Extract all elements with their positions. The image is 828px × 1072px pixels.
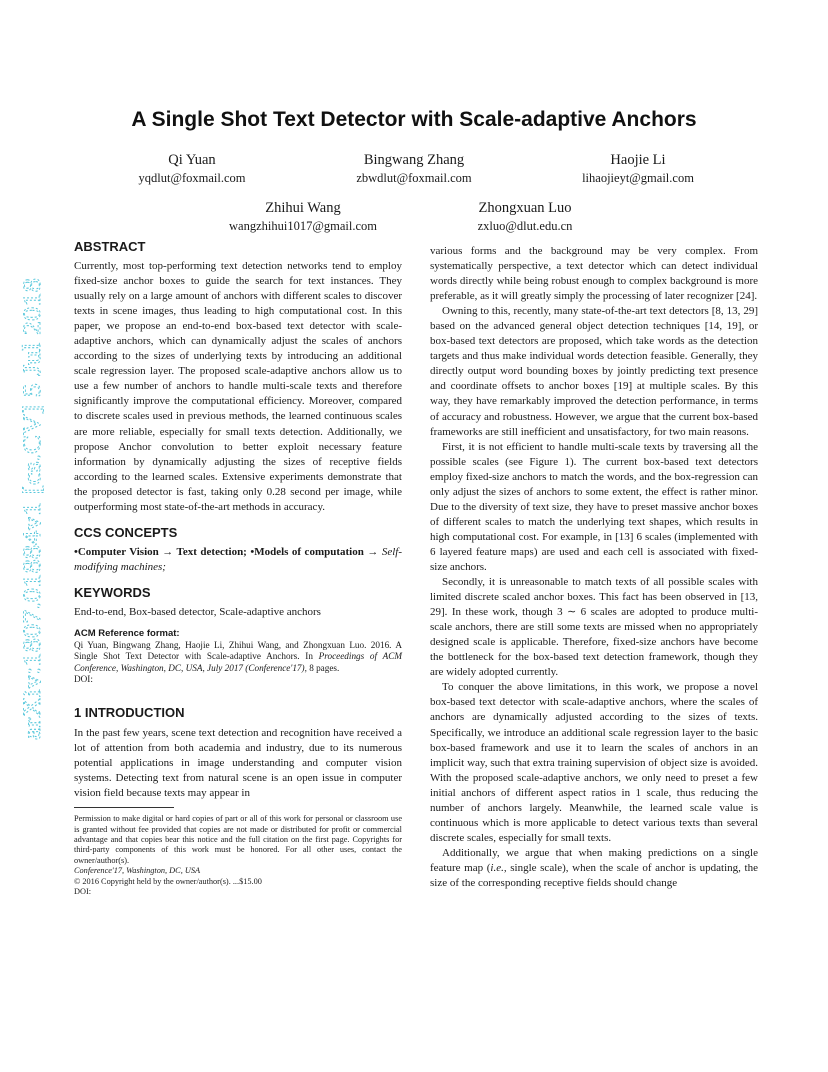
keywords-heading: KEYWORDS [74, 584, 151, 600]
author-email: zbwdlut@foxmail.com [356, 171, 472, 185]
introduction-heading: 1 INTRODUCTION [74, 704, 185, 720]
abstract-text: Currently, most top-performing text detection networks tend to employ fixed-size anchor boxes to guide the search for text instances. They usually rely on a large amount of anchors with different scales to discover texts in scene images, thus leading to high computational cost. In this paper, we propose an end-to-end box-based text detector with scale-adaptive anchors, which can dynamically adjust the scales of anchors according to the sizes of underlying texts by introducing an additional scale regression layer. The proposed scale-adaptive anchors allow us to use a few number of anchors to handle multi-scale texts and therefore significantly improve the computational efficiency. Moreover, compared to discrete scales used in previous methods, the learned continuous scales are more reliable, especially for small texts detection. Additionally, we propose Anchor convolution to better exploit necessary feature information by dynamically adjusting the sizes of receptive fields according to the learned scales. Extensive experiments demonstrate that the proposed detector is fast, taking only 0.28 second per image, while outperforming most state-of-the-art methods in accuracy. [74, 260, 402, 513]
body-paragraph: To conquer the above limitations, in this work, we propose a novel box-based text detector with scale-adaptive anchors, where the scales of anchors are dynamically adjusted according to the sizes of texts. Specifically, we introduce an additional scale regression layer to the basic box-based framework and use it to learn the scales of anchors in an implicit way, such that extra training supervision of object size is avoided. With the proposed scale-adaptive anchors, we only need to preset a few initial anchors of different aspect ratios in 1 scale, thus reducing the number of anchors largely. Meanwhile, the learned scale value is continuous which is more applicable to detect various texts than several discrete scales, especially for small texts. [430, 681, 758, 844]
body-paragraph: Owning to this, recently, many state-of-the-art text detectors [8, 13, 29] based on the advanced general object detection techniques [14, 19], or box-based text detectors are proposed, which take words as the detection targets and thus make individual words detection feasible. Generally, they directly output word bounding boxes by jointly predicting text presence and coordinate offsets to anchor boxes [19] at multiple scales. By this way, they have remarkably improved the detection performance, in terms of accuracy and robustness. However, we argue that the current box-based frameworks are still inefficient and unsatisfactory, for two main reasons. [430, 305, 758, 438]
body-paragraph: Secondly, it is unreasonable to match texts of all possible scales with limited discrete scaled anchor boxes. This fact has been observed in [13, 29]. In these work, though 3 ∼ 6 scales are adopted to produce multi-scale anchors, there are still some texts are missed when no appropriately designed scale is applicable. Therefore, fixed-size anchors have become the bottleneck for the box-based text detection framework, though they are widely adopted currently. [430, 576, 758, 679]
conference-info [74, 866, 402, 876]
author-name: Haojie Li [610, 152, 666, 168]
body-text: Additionally, we argue that when making predictions on a single feature map ( [430, 846, 758, 874]
author-block [528, 151, 748, 187]
ccs-concepts-italic: Self-modifying machines; [74, 545, 403, 573]
acm-reference-heading: ACM Reference format: [74, 627, 180, 639]
author-name: Qi Yuan [168, 152, 216, 168]
arxiv-stamp-text: arXiv:1807.01884v1 [cs.CV] 5 Jul 2018 [19, 337, 46, 740]
paper-title: A Single Shot Text Detector with Scale-adaptive Anchors [131, 108, 697, 131]
acm-reference-text: Qi Yuan, Bingwang Zhang, Haojie Li, Zhihui Wang, and Zhongxuan Luo. 2016. A Single Shot Text Detector with Scale-adaptive Anchors. In [74, 639, 402, 662]
author-email: lihaojieyt@gmail.com [582, 171, 694, 185]
author-email: wangzhihui1017@gmail.com [229, 219, 377, 233]
body-text-italic: i.e., [490, 861, 507, 874]
ccs-arrow: → [363, 545, 382, 558]
footnote-doi: DOI: [74, 886, 92, 896]
author-email: zxluo@dlut.edu.cn [477, 219, 573, 233]
keywords-text: End-to-end, Box-based detector, Scale-adaptive anchors [74, 605, 321, 618]
permission-notice: Permission to make digital or hard copies of part or all of this work for personal or classroom use is granted without fee provided that copies are not made or distributed for profit or commercial advantage and that copies bear this notice and the full citation on the first page. Copyrights for third-party components of this work must be honored. For all other uses, contact the owner/author(s). [74, 814, 402, 865]
acm-reference-venue: Proceedings of ACM Conference, Washington, DC, USA, July 2017 (Conference'17), [74, 651, 402, 673]
author-name: Zhongxuan Luo [478, 200, 572, 216]
author-name: Zhihui Wang [265, 200, 341, 216]
body-text: single scale), when the scale of anchor is updating, the size of the corresponding receptive fields should change [430, 861, 758, 889]
acm-reference-pages: 8 pages. [306, 662, 340, 673]
left-column [74, 238, 402, 897]
abstract-heading: ABSTRACT [74, 239, 146, 254]
author-block [304, 151, 524, 187]
conference-text: Conference'17, Washington, DC, USA [74, 866, 201, 876]
intro-paragraph: In the past few years, scene text detection and recognition have received a lot of attention from both academia and industry, due to its numerous potential applications in image understanding and computer vision systems. Detecting text from natural scene is an open issue in computer vision field because texts may appear in [74, 726, 402, 800]
footnote [74, 814, 402, 897]
author-email: yqdlut@foxmail.com [138, 171, 246, 185]
arxiv-stamp [0, 268, 56, 748]
author-block [193, 199, 413, 235]
body-paragraph: First, it is not efficient to handle multi-scale texts by traversing all the possible scales (see Figure 1). The current box-based text detectors employ fixed-size anchors to match the words, and the box-regression can only adjust the sizes of anchors to some extent, the effect is rather minor. Due to the diversity of text size, they have to preset massive anchor boxes of different scales to match the underlying text shapes, which results in high computational cost. For example, in [13] 6 scales (implemented with 6 layered feature maps) are used and each cell is associated with fixed-size anchors. [430, 440, 758, 573]
ccs-heading: CCS CONCEPTS [74, 524, 178, 540]
acm-reference-doi: DOI: [74, 674, 93, 685]
ccs-text [74, 545, 402, 575]
ccs-concepts-bold: •Computer Vision → Text detection; •Models of computation [74, 545, 364, 558]
author-name: Bingwang Zhang [363, 152, 465, 168]
body-paragraph [430, 846, 758, 891]
footnote-rule [74, 807, 174, 808]
body-paragraph: various forms and the background may be very complex. From systematically perspective, a text detector which can detect individual words directly while being robust enough to complex background is more preferable, as it will greatly simply the processing of later recognizer [24]. [430, 245, 758, 303]
author-block [82, 151, 302, 187]
acm-reference [74, 628, 402, 686]
copyright-line: © 2016 Copyright held by the owner/author(s). ...$15.00 [74, 876, 262, 886]
right-column [430, 244, 758, 891]
author-block [415, 199, 635, 235]
